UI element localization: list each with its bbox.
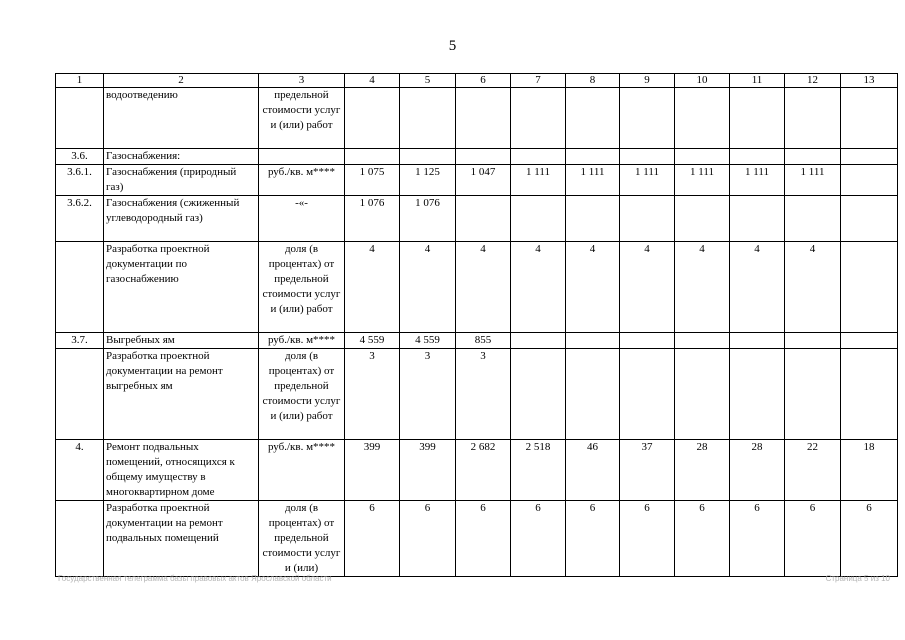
value-cell (345, 149, 400, 165)
value-cell (456, 88, 511, 149)
table-row (56, 333, 898, 349)
table-row (56, 349, 898, 440)
row-unit: руб./кв. м**** (259, 440, 345, 501)
page-number: 5 (448, 38, 457, 54)
row-name: Разработка проектной документации на ремонт подвальных помещений (104, 501, 259, 577)
row-number (56, 242, 104, 333)
value-cell: 399 (400, 440, 456, 501)
value-cell: 4 559 (345, 333, 400, 349)
header-cell: 8 (566, 74, 620, 88)
value-cell: 3 (400, 349, 456, 440)
value-cell: 855 (456, 333, 511, 349)
header-cell: 12 (785, 74, 841, 88)
value-cell: 1 111 (566, 165, 620, 196)
value-cell (566, 196, 620, 242)
table-row (56, 88, 898, 149)
value-cell (841, 333, 898, 349)
row-number (56, 88, 104, 149)
value-cell: 6 (620, 501, 675, 577)
row-unit: -«- (259, 196, 345, 242)
value-cell: 28 (675, 440, 730, 501)
value-cell (841, 149, 898, 165)
value-cell: 1 111 (620, 165, 675, 196)
row-name: Газоснабжения (сжиженный углеводородный газ) (104, 196, 259, 242)
value-cell: 1 111 (785, 165, 841, 196)
value-cell: 6 (345, 501, 400, 577)
value-cell (730, 196, 785, 242)
footer-page-count: Страница 5 из 10 (825, 574, 890, 583)
header-cell: 11 (730, 74, 785, 88)
table-body (56, 74, 898, 577)
header-cell: 1 (56, 74, 104, 88)
value-cell (400, 149, 456, 165)
value-cell (785, 149, 841, 165)
header-cell: 10 (675, 74, 730, 88)
value-cell: 4 (785, 242, 841, 333)
value-cell: 6 (675, 501, 730, 577)
value-cell: 3 (345, 349, 400, 440)
value-cell: 4 (456, 242, 511, 333)
row-number (56, 349, 104, 440)
value-cell (566, 333, 620, 349)
value-cell (511, 196, 566, 242)
row-name: Выгребных ям (104, 333, 259, 349)
table-row (56, 149, 898, 165)
value-cell (620, 333, 675, 349)
value-cell: 1 047 (456, 165, 511, 196)
row-unit (259, 149, 345, 165)
row-name: Газоснабжения (природный газ) (104, 165, 259, 196)
value-cell (785, 196, 841, 242)
value-cell (730, 88, 785, 149)
value-cell: 399 (345, 440, 400, 501)
value-cell: 18 (841, 440, 898, 501)
value-cell (841, 88, 898, 149)
row-unit: доля (в процентах) от предельной стоимости услуг и (или) работ (259, 349, 345, 440)
value-cell: 6 (400, 501, 456, 577)
row-unit: руб./кв. м**** (259, 333, 345, 349)
value-cell (675, 88, 730, 149)
row-name: Ремонт подвальных помещений, относящихся к общему имуществу в многоквартирном доме (104, 440, 259, 501)
value-cell: 4 (345, 242, 400, 333)
row-number: 3.6.1. (56, 165, 104, 196)
header-cell: 13 (841, 74, 898, 88)
header-row (56, 74, 898, 88)
value-cell (511, 149, 566, 165)
header-cell: 4 (345, 74, 400, 88)
value-cell: 4 (511, 242, 566, 333)
value-cell (400, 88, 456, 149)
value-cell: 2 682 (456, 440, 511, 501)
table-row (56, 501, 898, 577)
value-cell (841, 349, 898, 440)
value-cell (730, 349, 785, 440)
value-cell (511, 88, 566, 149)
value-cell (511, 333, 566, 349)
table-row (56, 242, 898, 333)
value-cell (841, 165, 898, 196)
value-cell: 6 (511, 501, 566, 577)
header-cell: 5 (400, 74, 456, 88)
header-cell: 6 (456, 74, 511, 88)
value-cell (620, 349, 675, 440)
value-cell (566, 88, 620, 149)
table-row (56, 440, 898, 501)
value-cell (456, 149, 511, 165)
value-cell (675, 196, 730, 242)
value-cell: 1 075 (345, 165, 400, 196)
header-cell: 2 (104, 74, 259, 88)
value-cell (675, 333, 730, 349)
header-cell: 9 (620, 74, 675, 88)
row-unit: доля (в процентах) от предельной стоимости услуг и (или) работ (259, 242, 345, 333)
row-unit: руб./кв. м**** (259, 165, 345, 196)
value-cell (785, 88, 841, 149)
value-cell (841, 242, 898, 333)
value-cell: 46 (566, 440, 620, 501)
value-cell: 6 (456, 501, 511, 577)
value-cell (620, 149, 675, 165)
value-cell: 4 (620, 242, 675, 333)
row-name: водоотведению (104, 88, 259, 149)
row-number: 4. (56, 440, 104, 501)
value-cell (345, 88, 400, 149)
value-cell (620, 88, 675, 149)
header-cell: 7 (511, 74, 566, 88)
value-cell: 37 (620, 440, 675, 501)
value-cell (566, 349, 620, 440)
value-cell: 1 111 (511, 165, 566, 196)
value-cell (511, 349, 566, 440)
value-cell: 4 (566, 242, 620, 333)
value-cell: 4 (400, 242, 456, 333)
value-cell (675, 149, 730, 165)
value-cell: 3 (456, 349, 511, 440)
header-cell: 3 (259, 74, 345, 88)
value-cell (841, 196, 898, 242)
value-cell: 4 (730, 242, 785, 333)
value-cell: 4 559 (400, 333, 456, 349)
value-cell (730, 149, 785, 165)
row-number: 3.7. (56, 333, 104, 349)
value-cell (785, 349, 841, 440)
value-cell: 1 076 (345, 196, 400, 242)
row-number: 3.6.2. (56, 196, 104, 242)
row-number: 3.6. (56, 149, 104, 165)
value-cell: 2 518 (511, 440, 566, 501)
value-cell (566, 149, 620, 165)
table-row (56, 165, 898, 196)
value-cell: 1 125 (400, 165, 456, 196)
row-unit: доля (в процентах) от предельной стоимости услуг и (или) (259, 501, 345, 577)
value-cell: 4 (675, 242, 730, 333)
row-number (56, 501, 104, 577)
row-name: Газоснабжения: (104, 149, 259, 165)
value-cell (620, 196, 675, 242)
value-cell: 1 111 (675, 165, 730, 196)
value-cell: 6 (785, 501, 841, 577)
value-cell: 6 (566, 501, 620, 577)
value-cell: 22 (785, 440, 841, 501)
value-cell (730, 333, 785, 349)
footer-source: Государственная телеграмма базы правовых актов Ярославской области (58, 574, 332, 583)
value-cell: 6 (730, 501, 785, 577)
value-cell (675, 349, 730, 440)
value-cell (456, 196, 511, 242)
row-name: Разработка проектной документации по газоснабжению (104, 242, 259, 333)
value-cell (785, 333, 841, 349)
value-cell: 28 (730, 440, 785, 501)
row-unit: предельной стоимости услуг и (или) работ (259, 88, 345, 149)
table-row (56, 196, 898, 242)
row-name: Разработка проектной документации на ремонт выгребных ям (104, 349, 259, 440)
value-cell: 1 111 (730, 165, 785, 196)
value-cell: 1 076 (400, 196, 456, 242)
tariff-table (55, 73, 898, 577)
value-cell: 6 (841, 501, 898, 577)
